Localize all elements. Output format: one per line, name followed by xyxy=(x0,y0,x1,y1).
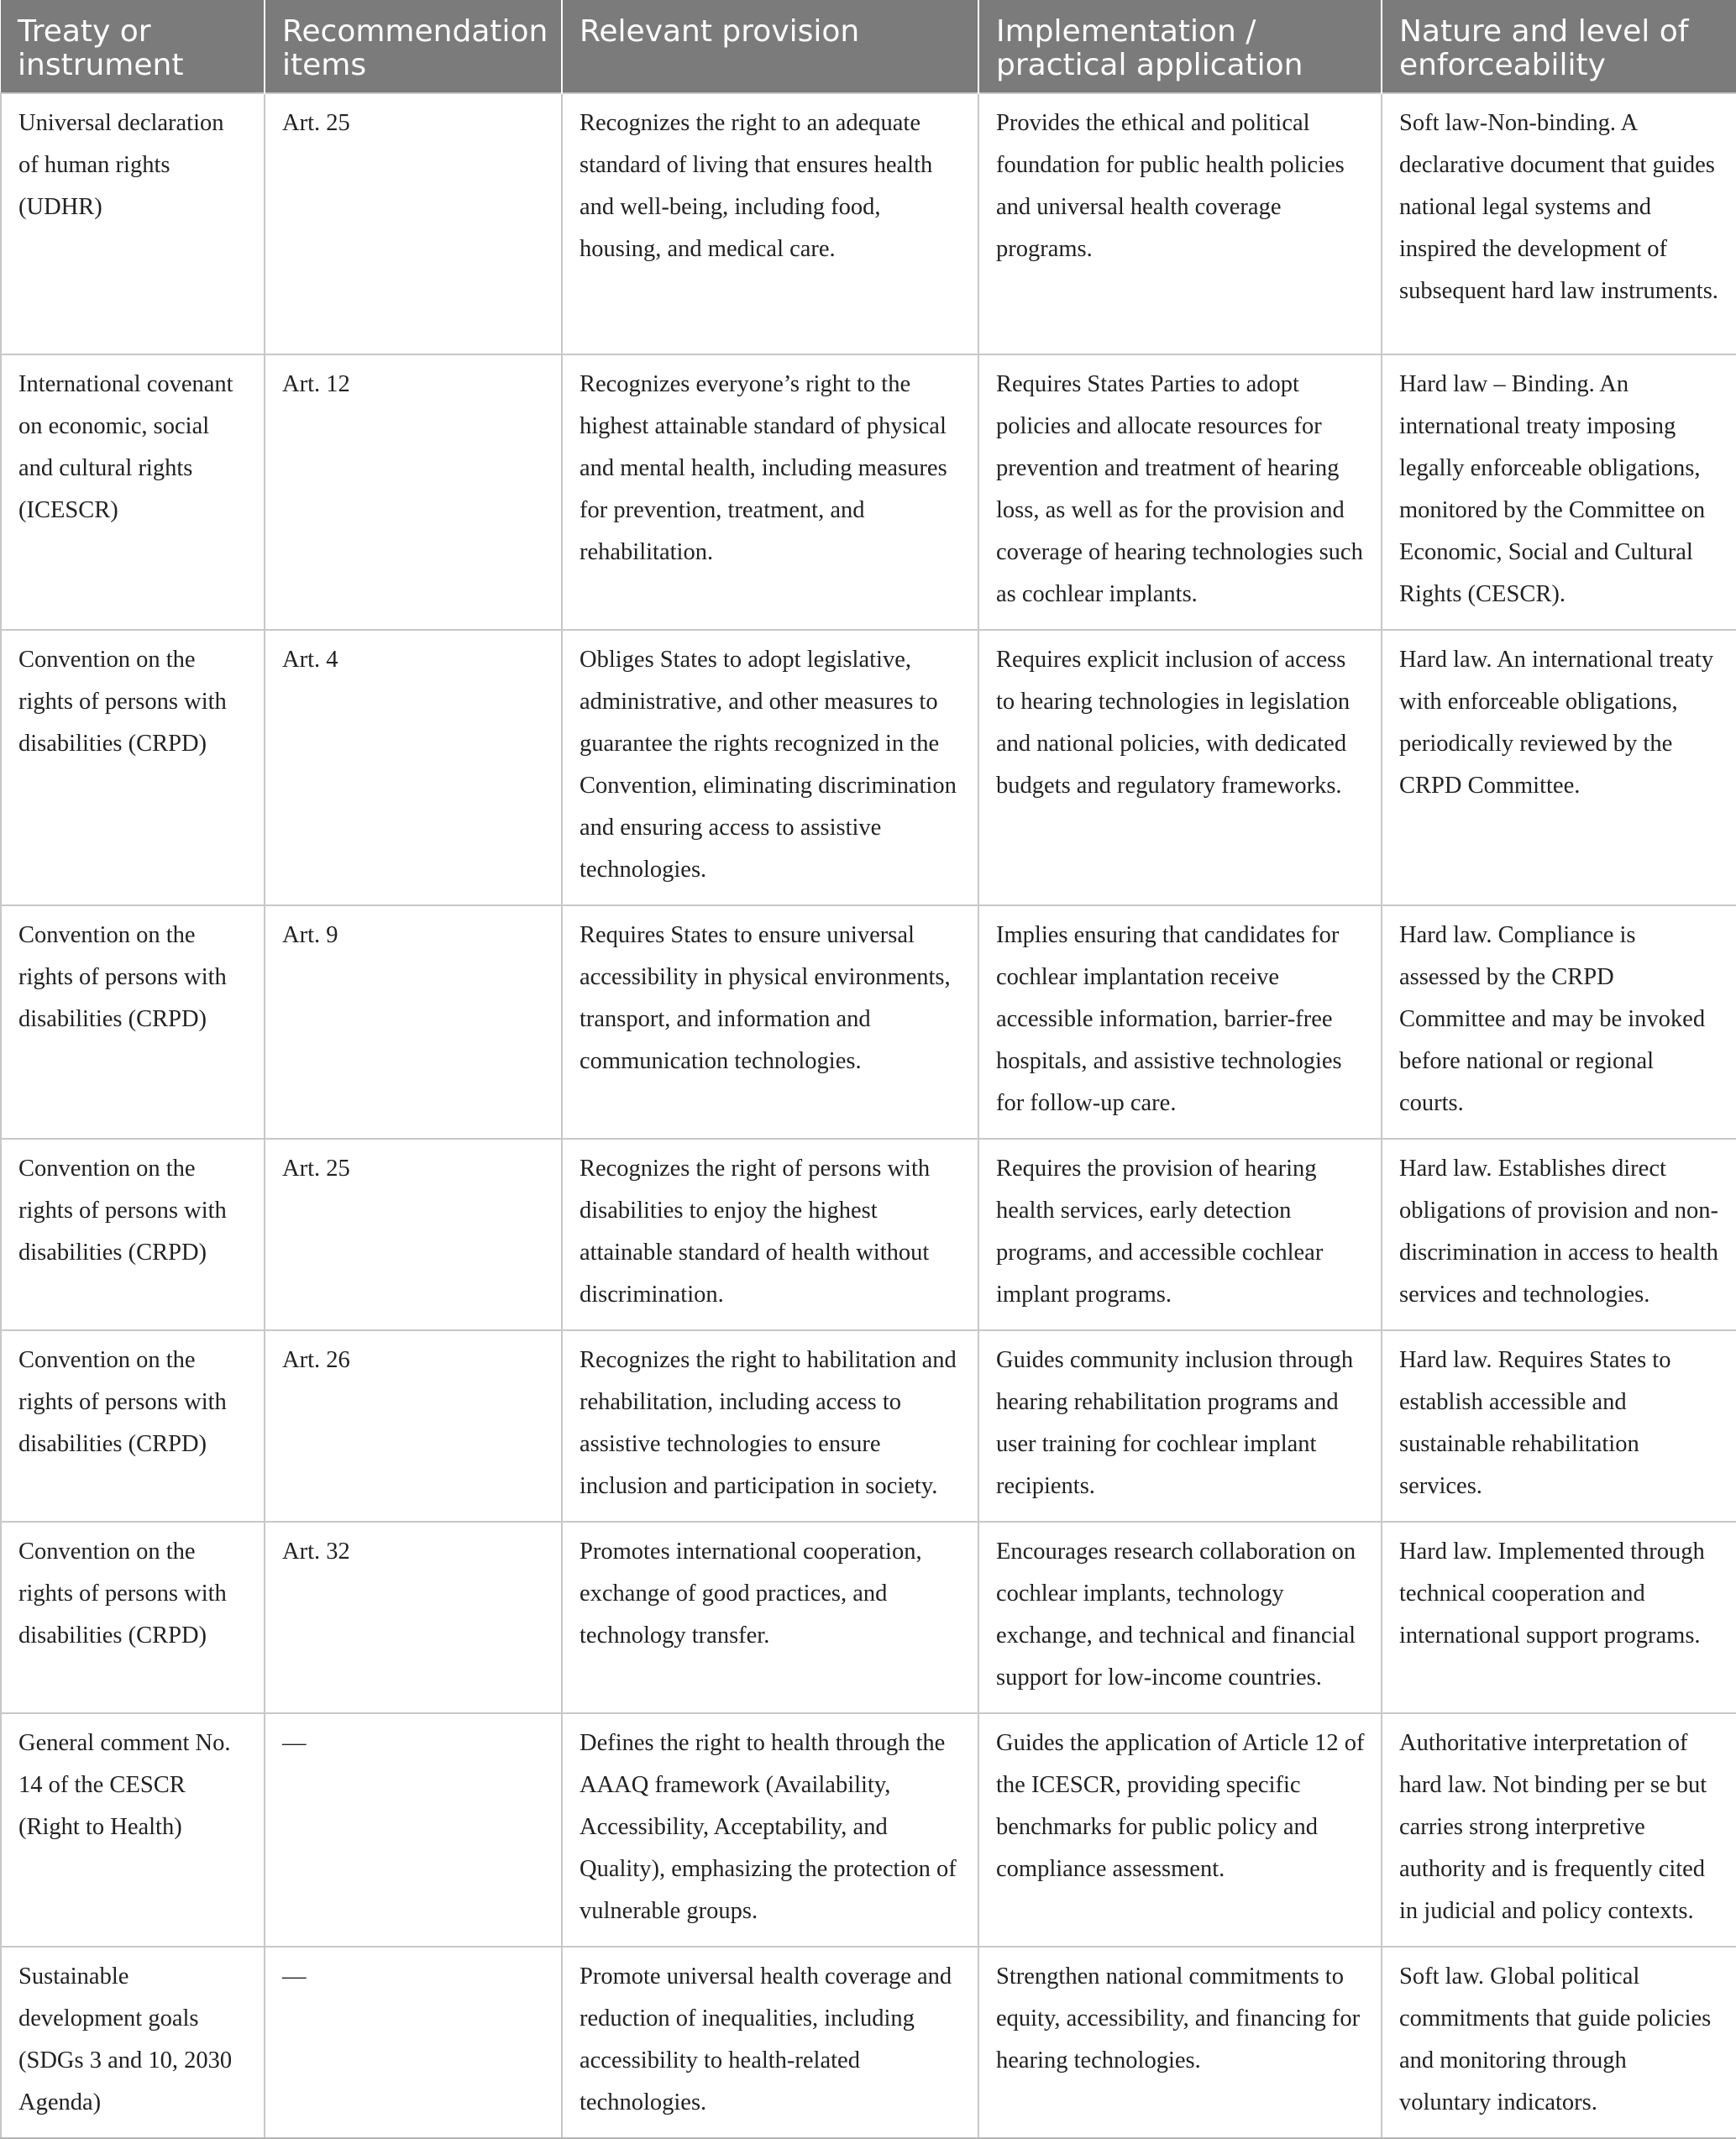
treaty-cell: Convention on the rights of persons with disabilities (CRPD) xyxy=(1,905,265,1139)
column-header: Treaty or instrument xyxy=(1,0,265,93)
recommendation-cell: Art. 32 xyxy=(265,1522,562,1713)
implementation-cell: Requires States Parties to adopt policies and allocate resources for prevention and treatment of hearing loss, as well as for the provision and coverage of hearing technologies such as cochlear implants. xyxy=(978,354,1382,630)
table-row xyxy=(1,1139,1736,1330)
table-row xyxy=(1,354,1736,630)
table-row xyxy=(1,1713,1736,1947)
treaty-cell: Universal declaration of human rights (UDHR) xyxy=(1,93,265,354)
enforceability-cell: Hard law. An international treaty with enforceable obligations, periodically reviewed by the CRPD Committee. xyxy=(1382,630,1736,905)
treaty-cell: Sustainable development goals (SDGs 3 and 10, 2030 Agenda) xyxy=(1,1947,265,2138)
implementation-cell: Guides the application of Article 12 of the ICESCR, providing specific benchmarks for public policy and compliance assessment. xyxy=(978,1713,1382,1947)
recommendation-cell: Art. 25 xyxy=(265,1139,562,1330)
table-row xyxy=(1,1522,1736,1713)
enforceability-cell: Hard law. Implemented through technical cooperation and international support programs. xyxy=(1382,1522,1736,1713)
implementation-cell: Implies ensuring that candidates for cochlear implantation receive accessible information, barrier-free hospitals, and assistive technologies for follow-up care. xyxy=(978,905,1382,1139)
implementation-cell: Requires explicit inclusion of access to hearing technologies in legislation and national policies, with dedicated budgets and regulatory frameworks. xyxy=(978,630,1382,905)
recommendation-cell: Art. 9 xyxy=(265,905,562,1139)
table-row xyxy=(1,630,1736,905)
treaty-cell: Convention on the rights of persons with disabilities (CRPD) xyxy=(1,1522,265,1713)
implementation-cell: Encourages research collaboration on cochlear implants, technology exchange, and technical and financial support for low-income countries. xyxy=(978,1522,1382,1713)
header-row xyxy=(1,0,1736,93)
recommendation-cell: — xyxy=(265,1713,562,1947)
enforceability-cell: Hard law. Establishes direct obligations of provision and non-discrimination in access to health services and technologies. xyxy=(1382,1139,1736,1330)
table-row xyxy=(1,1330,1736,1522)
enforceability-cell: Hard law. Compliance is assessed by the CRPD Committee and may be invoked before national or regional courts. xyxy=(1382,905,1736,1139)
implementation-cell: Guides community inclusion through hearing rehabilitation programs and user training for cochlear implant recipients. xyxy=(978,1330,1382,1522)
table-row xyxy=(1,93,1736,354)
provision-cell: Recognizes the right to habilitation and rehabilitation, including access to assistive technologies to ensure inclusion and participation in society. xyxy=(562,1330,978,1522)
provision-cell: Recognizes everyone’s right to the highest attainable standard of physical and mental health, including measures for prevention, treatment, and rehabilitation. xyxy=(562,354,978,630)
enforceability-cell: Soft law-Non-binding. A declarative document that guides national legal systems and inspired the development of subsequent hard law instruments. xyxy=(1382,93,1736,354)
column-header: Nature and level of enforceability xyxy=(1382,0,1736,93)
recommendation-cell: Art. 25 xyxy=(265,93,562,354)
provision-cell: Obliges States to adopt legislative, administrative, and other measures to guarantee the rights recognized in the Convention, eliminating discrimination and ensuring access to assistive technologies. xyxy=(562,630,978,905)
provision-cell: Recognizes the right of persons with disabilities to enjoy the highest attainable standard of health without discrimination. xyxy=(562,1139,978,1330)
provision-cell: Recognizes the right to an adequate standard of living that ensures health and well-being, including food, housing, and medical care. xyxy=(562,93,978,354)
provision-cell: Defines the right to health through the AAAQ framework (Availability, Accessibility, Acceptability, and Quality), emphasizing the protection of vulnerable groups. xyxy=(562,1713,978,1947)
provision-cell: Requires States to ensure universal accessibility in physical environments, transport, and information and communication technologies. xyxy=(562,905,978,1139)
column-header: Implementation / practical application xyxy=(978,0,1382,93)
treaty-cell: International covenant on economic, social and cultural rights (ICESCR) xyxy=(1,354,265,630)
table-body xyxy=(1,93,1736,2138)
treaty-cell: General comment No. 14 of the CESCR (Right to Health) xyxy=(1,1713,265,1947)
table-header xyxy=(1,0,1736,93)
enforceability-cell: Authoritative interpretation of hard law. Not binding per se but carries strong interpretive authority and is frequently cited in judicial and policy contexts. xyxy=(1382,1713,1736,1947)
table-row xyxy=(1,905,1736,1139)
treaty-cell: Convention on the rights of persons with disabilities (CRPD) xyxy=(1,630,265,905)
table-row xyxy=(1,1947,1736,2138)
provision-cell: Promote universal health coverage and reduction of inequalities, including accessibility to health-related technologies. xyxy=(562,1947,978,2138)
enforceability-cell: Hard law – Binding. An international treaty imposing legally enforceable obligations, monitored by the Committee on Economic, Social and Cultural Rights (CESCR). xyxy=(1382,354,1736,630)
treaty-cell: Convention on the rights of persons with disabilities (CRPD) xyxy=(1,1330,265,1522)
column-header: Recommendation items xyxy=(265,0,562,93)
column-header: Relevant provision xyxy=(562,0,978,93)
recommendation-cell: — xyxy=(265,1947,562,2138)
recommendation-cell: Art. 4 xyxy=(265,630,562,905)
recommendation-cell: Art. 12 xyxy=(265,354,562,630)
recommendation-cell: Art. 26 xyxy=(265,1330,562,1522)
treaty-cell: Convention on the rights of persons with disabilities (CRPD) xyxy=(1,1139,265,1330)
implementation-cell: Provides the ethical and political foundation for public health policies and universal health coverage programs. xyxy=(978,93,1382,354)
implementation-cell: Strengthen national commitments to equity, accessibility, and financing for hearing technologies. xyxy=(978,1947,1382,2138)
implementation-cell: Requires the provision of hearing health services, early detection programs, and accessible cochlear implant programs. xyxy=(978,1139,1382,1330)
enforceability-cell: Hard law. Requires States to establish accessible and sustainable rehabilitation services. xyxy=(1382,1330,1736,1522)
provision-cell: Promotes international cooperation, exchange of good practices, and technology transfer. xyxy=(562,1522,978,1713)
enforceability-cell: Soft law. Global political commitments that guide policies and monitoring through voluntary indicators. xyxy=(1382,1947,1736,2138)
